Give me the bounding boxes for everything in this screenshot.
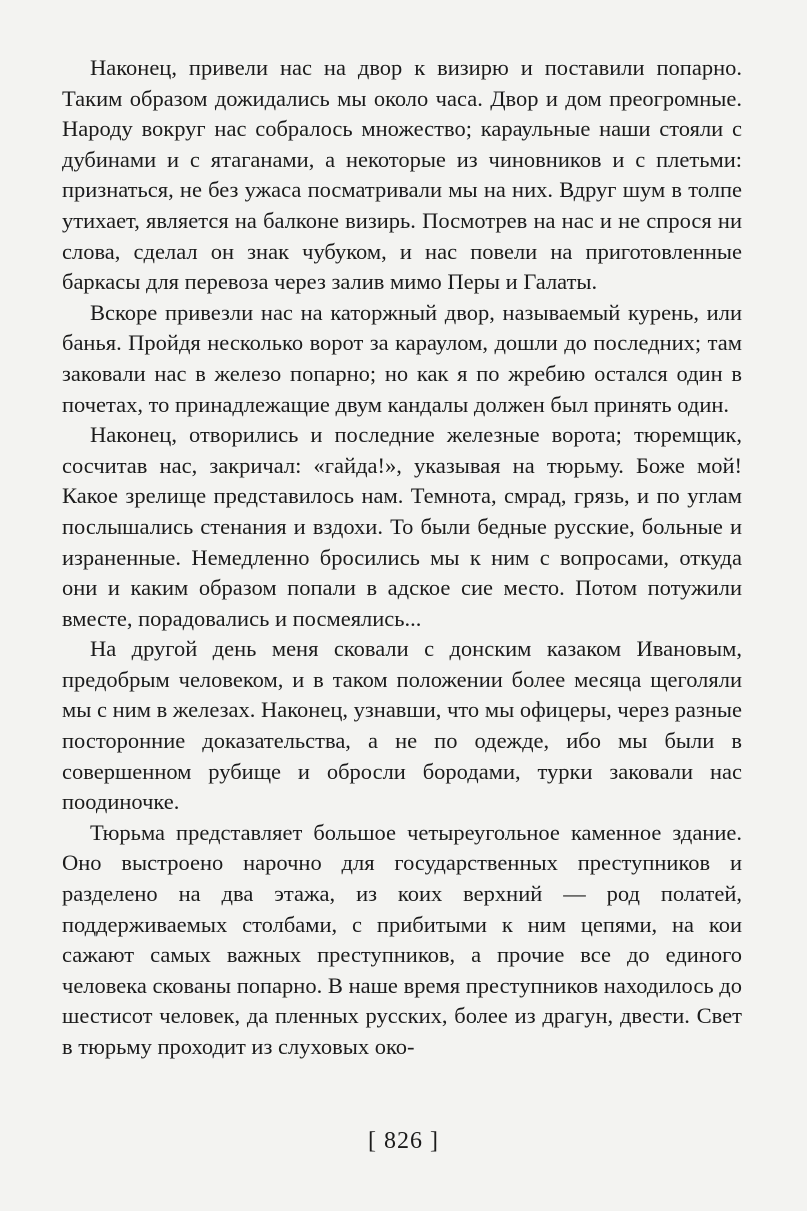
paragraph-5: Тюрьма представляет большое четыреугольное каменное здание. Оно выстроено нарочно для государственных преступников и разделено на два этажа, из коих верхний — род полатей, поддерживаемых столбами, с прибитыми к ним цепями, на кои сажают самых важных преступников, а прочие все до единого человека скованы попарно. В наше время преступников находилось до шестисот человек, да пленных русских, более из драгун, двести. Свет в тюрьму проходит из слуховых око-: [62, 819, 742, 1059]
paragraph-4: На другой день меня сковали с донским казаком Ивановым, предобрым человеком, и в таком положении более месяца щеголяли мы с ним в железах. Наконец, узнавши, что мы офицеры, через разные посторонние доказательства, а не по одежде, ибо мы были в совершенном рубище и обросли бородами, турки заковали нас поодиночке.: [62, 636, 742, 815]
page-number: [ 826 ]: [368, 1128, 439, 1154]
body-text: [62, 53, 742, 1063]
paragraph-2: Вскоре привезли нас на каторжный двор, называемый курень, или банья. Пройдя несколько ворот за караулом, дошли до последних; там заковали нас в железо попарно; но как я по жребию остался один в почетах, то принадлежащие двум кандалы должен был принять один.: [62, 299, 742, 417]
paragraph-3: Наконец, отворились и последние железные ворота; тюремщик, сосчитав нас, закричал: «гайда!», указывая на тюрьму. Боже мой! Какое зрелище представилось нам. Темнота, смрад, грязь, и по углам послышались стенания и вздохи. То были бедные русские, больные и израненные. Немедленно бросились мы к ним с вопросами, откуда они и каким образом попали в адское сие место. Потом потужили вместе, порадовались и посмеялись...: [62, 422, 742, 631]
paragraph-1: Наконец, привели нас на двор к визирю и поставили попарно. Таким образом дожидались мы около часа. Двор и дом преогромные. Народу вокруг нас собралось множество; караульные наши стояли с дубинами и с ятаганами, а некоторые из чиновников и с плетьми: признаться, не без ужаса посматривали мы на них. Вдруг шум в толпе утихает, является на балконе визирь. Посмотрев на нас и не спрося ни слова, сделал он знак чубуком, и нас повели на приготовленные баркасы для перевоза через залив мимо Перы и Галаты.: [62, 55, 742, 295]
